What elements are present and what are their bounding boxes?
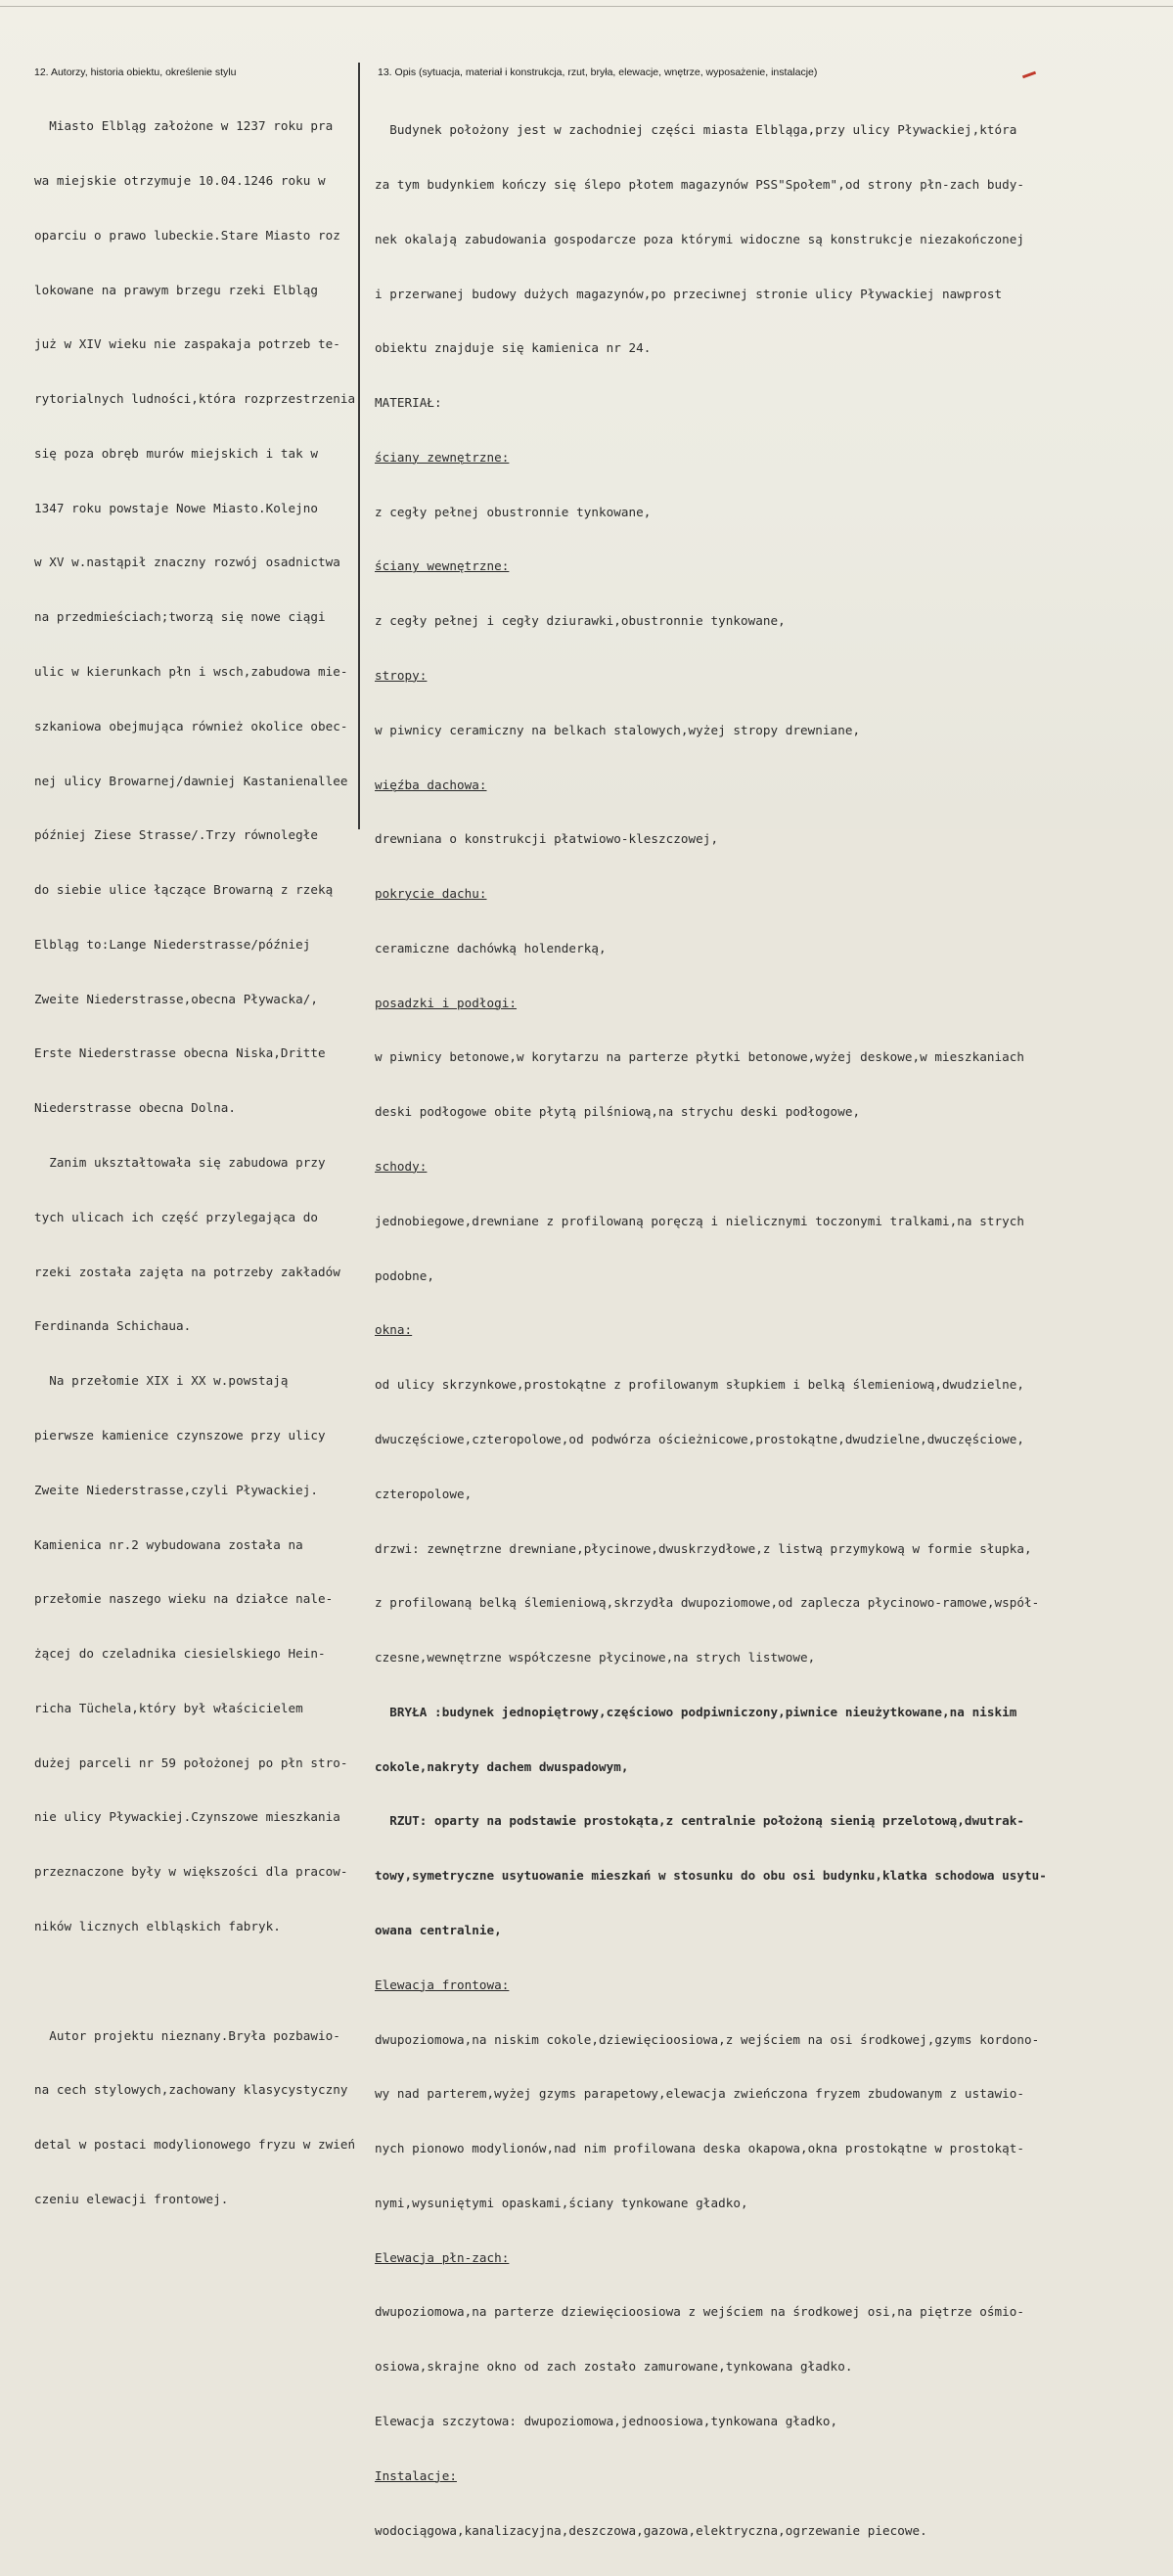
left-line: tych ulicach ich część przylegająca do bbox=[34, 1209, 319, 1224]
subheading-interior-walls: ściany wewnętrzne: bbox=[375, 558, 510, 574]
left-line: Erste Niederstrasse obecna Niska,Dritte bbox=[34, 1045, 326, 1061]
subheading-roofing: pokrycie dachu: bbox=[375, 886, 487, 902]
right-line: z cegły pełnej i cegły dziurawki,obustronnie tynkowane, bbox=[375, 613, 786, 629]
section-form: BRYŁA :budynek jednopiętrowy,częściowo podpiwniczony,piwnice nieużytkowane,na niskim bbox=[375, 1704, 1017, 1719]
left-line: detal w postaci modylionowego fryzu w zwień bbox=[34, 2137, 356, 2153]
right-line: cokole,nakryty dachem dwuspadowym, bbox=[375, 1758, 629, 1774]
left-line: Zweite Niederstrasse,obecna Pływacka/, bbox=[34, 991, 319, 1006]
left-line: później Ziese Strasse/.Trzy równoległe bbox=[34, 827, 319, 843]
left-line: na przedmieściach;tworzą się nowe ciągi bbox=[34, 609, 326, 625]
right-line: wodociągowa,kanalizacyjna,deszczowa,gazowa,elektryczna,ogrzewanie piecowe. bbox=[375, 2522, 927, 2538]
left-line: przeznaczone były w większości dla pracow- bbox=[34, 1864, 348, 1880]
left-line: rzeki została zajęta na potrzeby zakładów bbox=[34, 1264, 340, 1279]
left-line: nej ulicy Browarnej/dawniej Kastanienallee bbox=[34, 773, 348, 788]
right-line: towy,symetryczne usytuowanie mieszkań w stosunku do obu osi budynku,klatka schodowa usytu- bbox=[375, 1868, 1047, 1884]
top-rule bbox=[0, 6, 1173, 7]
right-line: z cegły pełnej obustronnie tynkowane, bbox=[375, 504, 652, 519]
left-column-text bbox=[34, 81, 355, 2245]
left-line bbox=[34, 1973, 355, 1991]
left-line: 1347 roku powstaje Nowe Miasto.Kolejno bbox=[34, 500, 319, 515]
left-line: w XV w.nastąpił znaczny rozwój osadnictwa bbox=[34, 555, 340, 570]
right-line: drewniana o konstrukcji płatwiowo-kleszczowej, bbox=[375, 831, 719, 847]
left-line: już w XIV wieku nie zaspakaja potrzeb te- bbox=[34, 336, 340, 352]
right-line: nymi,wysuniętymi opaskami,ściany tynkowane gładko, bbox=[375, 2195, 748, 2210]
gable-elevation-line: Elewacja szczytowa: dwupoziomowa,jednoosiowa,tynkowana gładko, bbox=[375, 2414, 838, 2428]
right-line: z profilowaną belką ślemieniową,skrzydła dwupoziomowe,od zaplecza płycinowo-ramowe,współ- bbox=[375, 1595, 1040, 1611]
right-line: dwupoziomowa,na niskim cokole,dziewięcioosiowa,z wejściem na osi środkowej,gzyms kordono- bbox=[375, 2031, 1040, 2047]
right-line: ceramiczne dachówką holenderką, bbox=[375, 940, 607, 955]
right-line: za tym budynkiem kończy się ślepo płotem magazynów PSS"Społem",od strony płn-zach budy- bbox=[375, 176, 1024, 192]
left-line: do siebie ulice łączące Browarną z rzeką bbox=[34, 882, 334, 898]
right-header-number: 13. bbox=[378, 67, 392, 78]
left-line: szkaniowa obejmująca również okolice obec- bbox=[34, 718, 348, 733]
left-line: nie ulicy Pływackiej.Czynszowe mieszkania bbox=[34, 1809, 340, 1825]
left-line: Niederstrasse obecna Dolna. bbox=[34, 1100, 237, 1116]
right-line: wy nad parterem,wyżej gzyms parapetowy,elewacja zwieńczona fryzem zbudowanym z ustawio- bbox=[375, 2086, 1024, 2102]
right-line: w piwnicy ceramiczny na belkach stalowych,wyżej stropy drewniane, bbox=[375, 722, 861, 737]
right-line: dwupoziomowa,na parterze dziewięcioosiowa z wejściem na środkowej osi,na piętrze ośmio- bbox=[375, 2304, 1024, 2320]
left-line: ulic w kierunkach płn i wsch,zabudowa mie- bbox=[34, 664, 348, 679]
left-line: ników licznych elbląskich fabryk. bbox=[34, 1918, 281, 1933]
left-line: Zweite Niederstrasse,czyli Pływackiej. bbox=[34, 1482, 319, 1497]
left-line: pierwsze kamienice czynszowe przy ulicy bbox=[34, 1427, 326, 1443]
left-line: lokowane na prawym brzegu rzeki Elbląg bbox=[34, 282, 319, 297]
right-line: drzwi: zewnętrzne drewniane,płycinowe,dwuskrzydłowe,z listwą przymykową w formie słupka, bbox=[375, 1540, 1032, 1556]
left-header bbox=[34, 67, 236, 78]
right-line: od ulicy skrzynkowe,prostokątne z profilowanym słupkiem i belką ślemieniową,dwudzielne, bbox=[375, 1377, 1024, 1393]
left-line: richa Tüchela,który był właścicielem bbox=[34, 1700, 303, 1715]
subheading-exterior-walls: ściany zewnętrzne: bbox=[375, 449, 510, 465]
subheading-front-elevation: Elewacja frontowa: bbox=[375, 1976, 510, 1992]
right-line: jednobiegowe,drewniane z profilowaną poręczą i nielicznymi toczonymi tralkami,na strych bbox=[375, 1213, 1024, 1228]
left-line: wa miejskie otrzymuje 10.04.1246 roku w bbox=[34, 172, 326, 188]
left-line: Miasto Elbląg założone w 1237 roku pra bbox=[34, 118, 334, 134]
left-line: się poza obręb murów miejskich i tak w bbox=[34, 445, 319, 461]
subheading-nw-elevation: Elewacja płn-zach: bbox=[375, 2249, 510, 2265]
right-line: czesne,wewnętrzne współczesne płycinowe,na strych listwowe, bbox=[375, 1650, 816, 1666]
left-line: czeniu elewacji frontowej. bbox=[34, 2191, 229, 2206]
right-line: podobne, bbox=[375, 1267, 435, 1283]
subheading-installations: Instalacje: bbox=[375, 2467, 457, 2483]
subheading-floors: posadzki i podłogi: bbox=[375, 995, 518, 1010]
left-line: Na przełomie XIX i XX w.powstają bbox=[34, 1373, 289, 1389]
subheading-windows: okna: bbox=[375, 1322, 413, 1338]
left-line: Zanim ukształtowała się zabudowa przy bbox=[34, 1155, 326, 1171]
right-line: deski podłogowe obite płytą pilśniową,na strychu deski podłogowe, bbox=[375, 1104, 861, 1120]
right-line: nych pionowo modylionów,nad nim profilowana deska okapowa,okna prostokątne w prostokąt- bbox=[375, 2141, 1024, 2156]
right-line: czteropolowe, bbox=[375, 1486, 473, 1501]
left-line: Ferdinanda Schichaua. bbox=[34, 1318, 192, 1334]
subheading-roof-truss: więźba dachowa: bbox=[375, 777, 487, 792]
left-header-number: 12. bbox=[34, 67, 49, 78]
right-line: i przerwanej budowy dużych magazynów,po przeciwnej stronie ulicy Pływackiej nawprost bbox=[375, 286, 1003, 301]
right-line: nek okalają zabudowania gospodarcze poza którymi widoczne są konstrukcje niezakończonej bbox=[375, 231, 1024, 246]
left-line: dużej parceli nr 59 położonej po płn stro- bbox=[34, 1754, 348, 1770]
column-divider bbox=[358, 63, 360, 829]
subheading-ceilings: stropy: bbox=[375, 668, 428, 683]
right-header bbox=[378, 67, 817, 78]
left-line: rytorialnych ludności,która rozprzestrzenia bbox=[34, 391, 356, 407]
red-ink-mark bbox=[1022, 71, 1036, 79]
left-line: żącej do czeladnika ciesielskiego Hein- bbox=[34, 1646, 326, 1662]
left-line: przełomie naszego wieku na działce nale- bbox=[34, 1591, 334, 1607]
right-line: owana centralnie, bbox=[375, 1922, 502, 1937]
right-line: Budynek położony jest w zachodniej części miasta Elbląga,przy ulicy Pływackiej,która bbox=[375, 122, 1017, 138]
left-line: na cech stylowych,zachowany klasycystyczny bbox=[34, 2082, 348, 2098]
left-line: oparciu o prawo lubeckie.Stare Miasto roz bbox=[34, 227, 340, 243]
section-plan: RZUT: oparty na podstawie prostokąta,z centralnie położoną sienią przelotową,dwutrak- bbox=[375, 1813, 1024, 1829]
right-line: obiektu znajduje się kamienica nr 24. bbox=[375, 340, 652, 356]
right-line: dwuczęściowe,czteropolowe,od podwórza ościeżnicowe,prostokątne,dwudzielne,dwuczęściowe, bbox=[375, 1431, 1024, 1446]
right-line: osiowa,skrajne okno od zach zostało zamurowane,tynkowana gładko. bbox=[375, 2359, 853, 2375]
section-material-heading: MATERIAŁ: bbox=[375, 395, 442, 411]
right-header-text: Opis (sytuacja, materiał i konstrukcja, rzut, bryła, elewacje, wnętrze, wyposażenie, instalacje) bbox=[394, 67, 818, 78]
left-line: Kamienica nr.2 wybudowana została na bbox=[34, 1536, 303, 1552]
right-column-text bbox=[375, 85, 1047, 2576]
left-line: Elbląg to:Lange Niederstrasse/później bbox=[34, 936, 311, 952]
left-header-text: Autorzy, historia obiektu, określenie stylu bbox=[50, 67, 237, 78]
left-line: Autor projektu nieznany.Bryła pozbawio- bbox=[34, 2027, 340, 2043]
right-line: w piwnicy betonowe,w korytarzu na parterze płytki betonowe,wyżej deskowe,w mieszkaniach bbox=[375, 1049, 1024, 1065]
subheading-stairs: schody: bbox=[375, 1159, 428, 1175]
